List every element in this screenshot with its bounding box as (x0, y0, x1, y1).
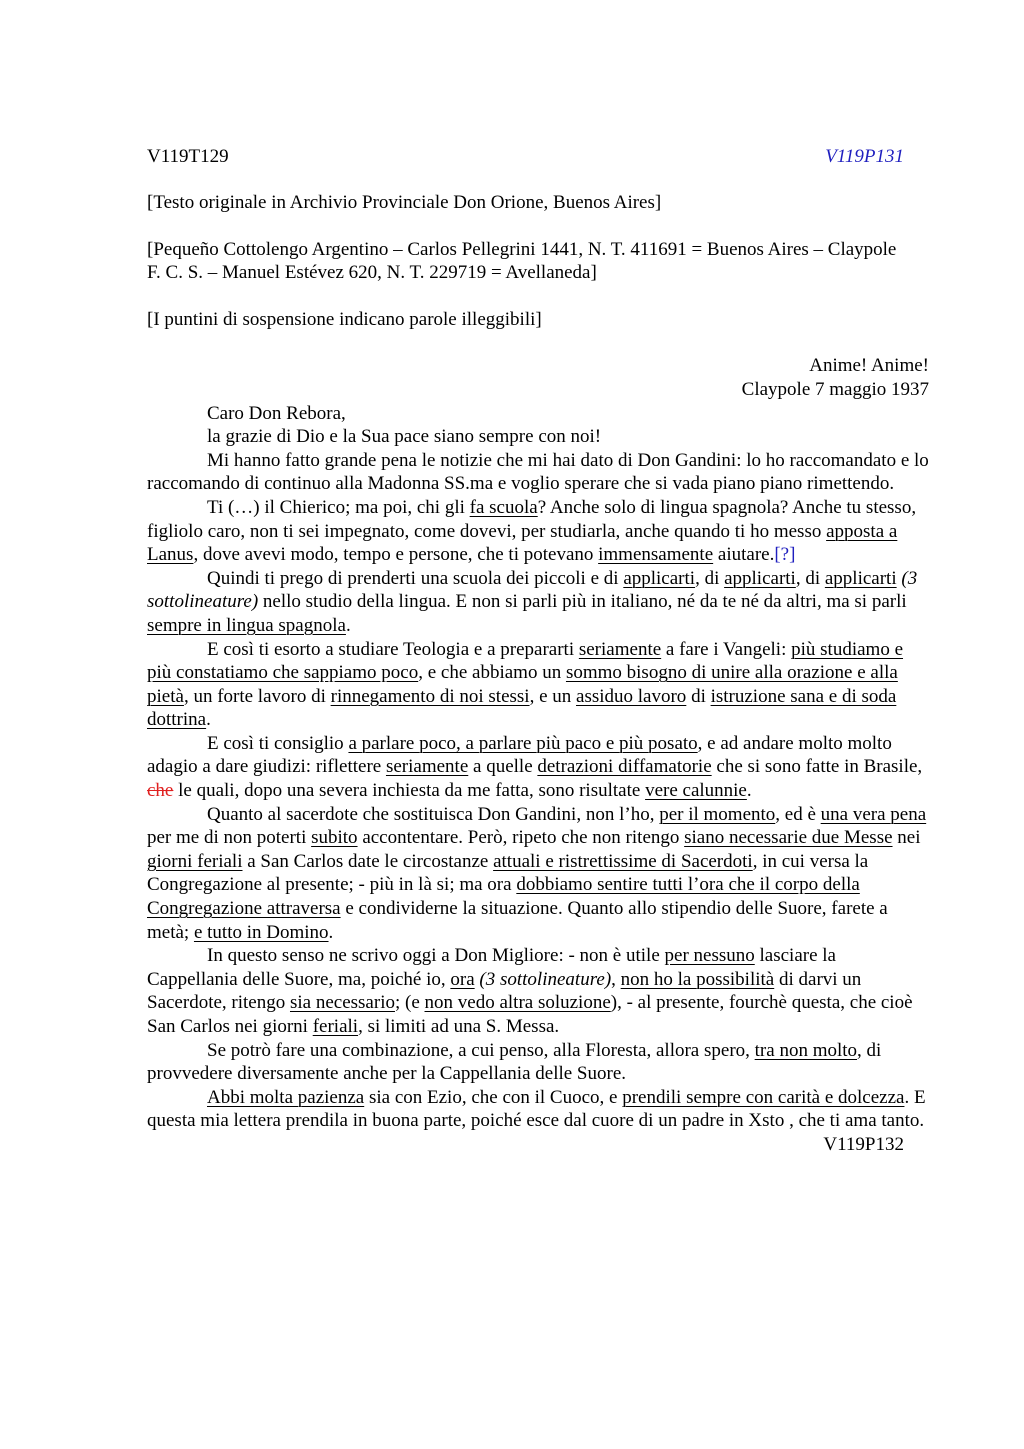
greeting: la grazie di Dio e la Sua pace siano sempre con noi! (207, 426, 602, 448)
text-run: le quali, dopo una severa inchiesta da me fatta, sono risultate (173, 780, 646, 802)
underlined-text: rinnegamento di noi stessi (330, 685, 530, 707)
text-run: a fare i Vangeli: (661, 638, 792, 660)
paragraph-2 (147, 496, 929, 567)
underlined-text: istruzione sana e di soda dottrina (147, 685, 897, 731)
reference-header (147, 145, 904, 169)
underlined-text: applicarti (724, 567, 796, 589)
salutation: Caro Don Rebora, (207, 402, 346, 424)
underlined-text: immensamente (598, 544, 714, 566)
underlined-text: tra non molto (754, 1039, 858, 1061)
editorial-note: (3 sottolineature) (147, 567, 918, 613)
underlined-text: attuali e ristrettissime di Sacerdoti (493, 850, 753, 872)
text-run: , dove avevi modo, tempo e persone, che ti potevano (193, 544, 599, 566)
place-date: Claypole 7 maggio 1937 (741, 378, 929, 400)
underlined-text: feriali (312, 1016, 359, 1037)
text-run: . (206, 709, 211, 731)
paragraph-6 (147, 803, 929, 945)
text-run: , ed è (775, 803, 821, 825)
text-run: nello studio della lingua. E non si parli più in italiano, né da te né da altri, ma si parli (258, 591, 907, 613)
text-run: , e un (529, 685, 577, 707)
underlined-text: e tutto in Domino (193, 921, 329, 943)
underlined-text: assiduo lavoro (576, 685, 687, 707)
text-run: . (328, 921, 334, 943)
text-run: a San Carlos date le circostanze (242, 850, 494, 872)
underlined-text: vere calunnie (645, 780, 747, 802)
underlined-text: subito (311, 827, 358, 849)
underlined-text: sommo bisogno di unire alla orazione e alla pietà (147, 662, 898, 707)
text-run: lasciare la Cappellania delle Suore, ma, poiché io, (147, 945, 836, 990)
underlined-text: sempre in lingua spagnola (147, 614, 346, 636)
text-run: , in cui versa la Congregazione al presente; - più in là si; ma ora (147, 850, 869, 896)
text-run: , e ad andare molto molto adagio a dare giudizi: riflettere (147, 732, 892, 778)
text-run: e condividerne la situazione. Quanto allo stipendio delle Suore, farete a metà; (147, 898, 888, 943)
text-run: sia con Ezio, che con il Cuoco, e (364, 1086, 623, 1108)
text-run: Se potrò fare una combinazione, a cui penso, alla Floresta, allora spero, (207, 1039, 755, 1061)
text-run: , (611, 968, 621, 990)
ref-right: V119P131 (825, 146, 904, 167)
archive-note: [Testo originale in Archivio Provinciale Don Orione, Buenos Aires] (147, 192, 662, 213)
paragraph-1: Mi hanno fatto grande pena le notizie che mi hai dato di Don Gandini: lo ho raccomandato e lo raccomando di continuo alla Madonna SS.ma e voglio sperare che si vada piano piano rimettendo. (147, 449, 929, 495)
text-run: nei (892, 827, 921, 849)
text-run: di darvi un Sacerdote, ritengo (147, 968, 862, 1014)
text-run: per me di non poterti (147, 827, 312, 849)
text-run: . E questa mia lettera prendila in buona parte, poiché esce dal cuore di un padre in Xsto , che ti ama tanto. (147, 1086, 926, 1132)
underlined-text: per il momento (659, 803, 776, 825)
underlined-text: applicarti (824, 567, 897, 589)
text-run: . (746, 780, 752, 802)
underlined-text: non vedo altra soluzione (424, 992, 611, 1014)
text-run: E così ti consiglio (207, 732, 349, 754)
underlined-text: sia necessario (289, 992, 395, 1014)
text-run: a quelle (468, 756, 538, 778)
underlined-text: seriamente (578, 638, 662, 660)
text-run: ; (e (394, 992, 425, 1014)
text-run: , e che abbiamo un (418, 662, 566, 684)
paragraph-9 (147, 1086, 929, 1133)
text-run: accontentare. Però, ripeto che non ritengo (357, 827, 685, 849)
text-run: di (686, 685, 711, 707)
underlined-text: applicarti (623, 567, 696, 589)
footer-ref: V119P132 (823, 1133, 904, 1155)
underlined-text: ora (450, 968, 475, 990)
text-run: , si limiti ad una S. Messa. (358, 1016, 560, 1037)
text-run: , di provvedere diversamente anche per la Cappellania delle Suore. (147, 1039, 882, 1085)
text-run: aiutare. (713, 544, 775, 566)
underlined-text: giorni feriali (147, 850, 243, 872)
underlined-text: non ho la possibilità (620, 968, 775, 990)
motto: Anime! Anime! (809, 355, 929, 377)
paragraph-3 (147, 567, 929, 638)
underlined-text: Abbi molta pazienza (207, 1086, 365, 1108)
letter-content (147, 145, 929, 1157)
paragraph-5 (147, 732, 929, 803)
address-note: [Pequeño Cottolengo Argentino – Carlos Pellegrini 1441, N. T. 411691 = Buenos Aires – Claypole F. C. S. – Manuel Estévez 620, N. T. 229719 = Avellaneda] (147, 238, 897, 284)
text-run: , di (795, 567, 825, 589)
text-run: Ti (…) il Chierico; ma poi, chi gli (207, 496, 470, 518)
paragraph-4 (147, 638, 929, 732)
text-run: Quindi ti prego di prenderti una scuola dei piccoli e di (207, 567, 624, 589)
paragraph-7 (147, 944, 929, 1038)
text-run: E così ti esorto a studiare Teologia e a prepararti (207, 638, 579, 660)
ellipsis-note: [I puntini di sospensione indicano parole illeggibili] (147, 308, 542, 330)
underlined-text: detrazioni diffamatorie (537, 756, 712, 778)
underlined-text: dobbiamo sentire tutti l’ora che il corpo della Congregazione attraversa (147, 874, 860, 920)
text-run: che si sono fatte in Brasile, (711, 756, 923, 778)
underlined-text: una vera pena (820, 803, 927, 825)
underlined-text: apposta a Lanus (147, 520, 898, 566)
underlined-text: prendili sempre con carità e dolcezza (622, 1086, 905, 1108)
struck-text: che (147, 780, 174, 802)
text-run: , un forte lavoro di (183, 685, 331, 707)
editorial-note: (3 sottolineature) (474, 968, 612, 990)
text-run: ), - al presente, fourchè questa, che cioè San Carlos nei giorni (147, 992, 913, 1037)
underlined-text: più studiamo e più constatiamo che sappiamo poco (147, 638, 904, 684)
text-run: In questo senso ne scrivo oggi a Don Migliore: - non è utile (207, 945, 665, 967)
text-run: . (345, 614, 351, 636)
text-run: ? Anche solo di lingua spagnola? Anche tu stesso, figliolo caro, non ti sei impegnato, come dovevi, per studiarla, anche quando ti ho messo (147, 496, 917, 542)
text-run: Quanto al sacerdote che sostituisca Don Gandini, non l’ho, (207, 803, 660, 825)
underlined-text: siano necessarie due Messe (684, 827, 893, 849)
text-run: , di (695, 567, 725, 589)
uncertain-marker: [?] (774, 544, 796, 566)
underlined-text: seriamente (385, 756, 469, 778)
underlined-text: per nessuno (664, 945, 755, 967)
underlined-text: a parlare poco, a parlare più paco e più posato (348, 732, 698, 754)
paragraph-8 (147, 1039, 929, 1086)
ref-left: V119T129 (147, 146, 229, 167)
underlined-text: fa scuola (469, 496, 538, 518)
